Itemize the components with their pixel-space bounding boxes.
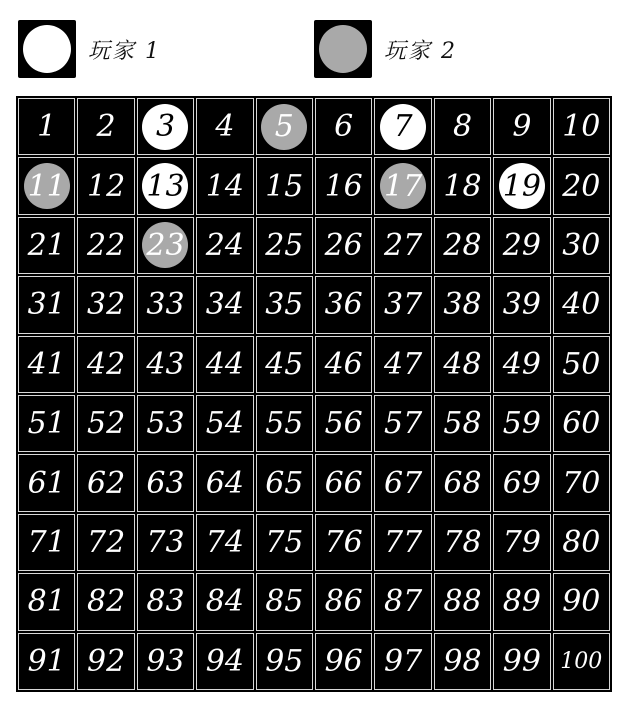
cell-number: 32	[87, 287, 126, 323]
cell-number: 18	[443, 168, 482, 204]
board-cell[interactable]	[18, 633, 75, 690]
cell-number: 62	[87, 465, 126, 501]
cell-number: 43	[146, 346, 185, 382]
board-cell[interactable]	[77, 454, 134, 511]
board-cell[interactable]	[374, 276, 431, 333]
board-cell[interactable]	[137, 98, 194, 155]
board-cell[interactable]	[137, 514, 194, 571]
cell-number: 42	[87, 346, 126, 382]
cell-number: 50	[562, 346, 601, 382]
legend-player-2	[314, 18, 457, 80]
board-cell[interactable]	[493, 633, 550, 690]
board-cell[interactable]	[434, 276, 491, 333]
board-cell[interactable]	[196, 514, 253, 571]
board-cell[interactable]	[374, 633, 431, 690]
board-cell[interactable]	[18, 98, 75, 155]
cell-number: 75	[265, 524, 304, 560]
board-cell[interactable]	[434, 454, 491, 511]
board-cell[interactable]	[77, 217, 134, 274]
board-cell[interactable]	[374, 157, 431, 214]
cell-number: 37	[384, 287, 423, 323]
cell-number: 20	[562, 168, 601, 204]
cell-number: 92	[87, 643, 126, 679]
board-cell[interactable]	[434, 217, 491, 274]
board-cell[interactable]	[256, 514, 313, 571]
player-1-label: 玩家 1	[88, 38, 161, 64]
cell-number: 26	[324, 227, 363, 263]
player-2-token-box	[314, 20, 372, 78]
board-cell[interactable]	[18, 395, 75, 452]
cell-number: 85	[265, 584, 304, 620]
cell-number: 73	[146, 524, 185, 560]
cell-number: 40	[562, 287, 601, 323]
cell-number: 52	[87, 406, 126, 442]
cell-number: 56	[324, 406, 363, 442]
cell-number: 87	[384, 584, 423, 620]
hundred-board	[16, 96, 612, 692]
board-cell[interactable]	[196, 454, 253, 511]
board-cell[interactable]	[374, 217, 431, 274]
board-cell[interactable]	[196, 633, 253, 690]
cell-number: 69	[502, 465, 541, 501]
board-cell[interactable]	[18, 514, 75, 571]
board-cell[interactable]	[553, 395, 610, 452]
legend-player-1	[18, 18, 161, 80]
cell-number: 90	[562, 584, 601, 620]
board-cell[interactable]	[137, 336, 194, 393]
board-cell[interactable]	[256, 633, 313, 690]
cell-number: 54	[205, 406, 244, 442]
cell-number: 24	[205, 227, 244, 263]
board-cell[interactable]	[374, 395, 431, 452]
board-cell[interactable]	[18, 157, 75, 214]
cell-number: 12	[87, 168, 126, 204]
board-cell[interactable]	[137, 157, 194, 214]
board-cell[interactable]	[553, 514, 610, 571]
board-cell[interactable]	[553, 157, 610, 214]
board-cell[interactable]	[553, 276, 610, 333]
board-cell[interactable]	[137, 276, 194, 333]
board-cell[interactable]	[77, 98, 134, 155]
cell-number: 16	[324, 168, 363, 204]
cell-number: 53	[146, 406, 185, 442]
cell-number: 27	[384, 227, 423, 263]
board-cell[interactable]	[434, 336, 491, 393]
board-cell[interactable]	[196, 336, 253, 393]
board-cell[interactable]	[196, 276, 253, 333]
cell-number: 31	[27, 287, 66, 323]
cell-number: 57	[384, 406, 423, 442]
cell-number: 49	[502, 346, 541, 382]
board-cell[interactable]	[77, 633, 134, 690]
board-cell[interactable]	[493, 514, 550, 571]
board-cell[interactable]	[256, 454, 313, 511]
cell-number: 58	[443, 406, 482, 442]
cell-number: 6	[334, 109, 354, 145]
board-cell[interactable]	[493, 395, 550, 452]
board-cell[interactable]	[553, 633, 610, 690]
board-cell[interactable]	[315, 454, 372, 511]
cell-number: 44	[205, 346, 244, 382]
white-circle-icon	[23, 25, 71, 73]
cell-number: 72	[87, 524, 126, 560]
cell-number: 95	[265, 643, 304, 679]
board-cell[interactable]	[18, 573, 75, 630]
board-cell[interactable]	[434, 573, 491, 630]
board-cell[interactable]	[315, 157, 372, 214]
board-cell[interactable]	[137, 633, 194, 690]
cell-number: 10	[562, 109, 601, 145]
board-cell[interactable]	[553, 98, 610, 155]
board-cell[interactable]	[256, 276, 313, 333]
player-2-label: 玩家 2	[384, 38, 457, 64]
cell-number: 9	[512, 109, 532, 145]
cell-number: 45	[265, 346, 304, 382]
cell-number: 25	[265, 227, 304, 263]
board-cell[interactable]	[434, 633, 491, 690]
board-cell[interactable]	[374, 514, 431, 571]
cell-number: 48	[443, 346, 482, 382]
cell-number: 76	[324, 524, 363, 560]
board-cell[interactable]	[315, 217, 372, 274]
cell-number: 100	[560, 648, 603, 674]
cell-number: 55	[265, 406, 304, 442]
cell-number: 51	[27, 406, 66, 442]
cell-number: 5	[274, 109, 294, 145]
board-cell[interactable]	[374, 336, 431, 393]
board-cell[interactable]	[493, 217, 550, 274]
cell-number: 3	[155, 109, 176, 145]
cell-number: 74	[205, 524, 244, 560]
cell-number: 35	[265, 287, 304, 323]
board-cell[interactable]	[553, 454, 610, 511]
board-cell[interactable]	[77, 157, 134, 214]
board-cell[interactable]	[493, 98, 550, 155]
board-cell[interactable]	[77, 276, 134, 333]
board-cell[interactable]	[137, 395, 194, 452]
cell-number: 47	[384, 346, 423, 382]
cell-number: 86	[324, 584, 363, 620]
board-cell[interactable]	[315, 395, 372, 452]
board-cell[interactable]	[18, 217, 75, 274]
cell-number: 67	[384, 465, 423, 501]
board-cell[interactable]	[77, 573, 134, 630]
board-cell[interactable]	[137, 454, 194, 511]
board-cell[interactable]	[137, 217, 194, 274]
board-cell[interactable]	[196, 98, 253, 155]
cell-number: 22	[87, 227, 126, 263]
board-cell[interactable]	[315, 514, 372, 571]
board-cell[interactable]	[256, 217, 313, 274]
board-cell[interactable]	[434, 514, 491, 571]
cell-number: 13	[146, 168, 185, 204]
cell-number: 21	[27, 227, 66, 263]
cell-number: 88	[443, 584, 482, 620]
cell-number: 63	[146, 465, 185, 501]
cell-number: 84	[205, 584, 244, 620]
cell-number: 77	[384, 524, 423, 560]
cell-number: 78	[443, 524, 482, 560]
board-cell[interactable]	[374, 573, 431, 630]
board-cell[interactable]	[374, 454, 431, 511]
cell-number: 89	[502, 584, 541, 620]
cell-number: 17	[384, 168, 423, 204]
cell-number: 11	[27, 168, 66, 204]
cell-number: 33	[146, 287, 185, 323]
board-cell[interactable]	[256, 336, 313, 393]
board-cell[interactable]	[315, 276, 372, 333]
cell-number: 7	[393, 109, 413, 145]
cell-number: 34	[205, 287, 244, 323]
board-cell[interactable]	[315, 573, 372, 630]
cell-number: 8	[452, 109, 473, 145]
board-cell[interactable]	[315, 98, 372, 155]
board-cell[interactable]	[374, 98, 431, 155]
cell-number: 61	[27, 465, 66, 501]
board-cell[interactable]	[196, 157, 253, 214]
cell-number: 99	[502, 643, 541, 679]
cell-number: 91	[27, 643, 66, 679]
cell-number: 68	[443, 465, 482, 501]
cell-number: 46	[324, 346, 363, 382]
board-cell[interactable]	[493, 573, 550, 630]
cell-number: 83	[146, 584, 185, 620]
cell-number: 14	[205, 168, 244, 204]
board-cell[interactable]	[493, 276, 550, 333]
cell-number: 23	[146, 227, 185, 263]
cell-number: 71	[27, 524, 66, 560]
board-cell[interactable]	[77, 336, 134, 393]
board-cell[interactable]	[18, 336, 75, 393]
cell-number: 38	[443, 287, 482, 323]
cell-number: 2	[96, 109, 116, 145]
board-cell[interactable]	[256, 157, 313, 214]
cell-number: 70	[562, 465, 601, 501]
cell-number: 64	[205, 465, 244, 501]
board-cell[interactable]	[196, 395, 253, 452]
board-cell[interactable]	[493, 157, 550, 214]
cell-number: 28	[443, 227, 482, 263]
board-cell[interactable]	[77, 395, 134, 452]
board-cell[interactable]	[256, 395, 313, 452]
cell-number: 80	[562, 524, 601, 560]
cell-number: 82	[87, 584, 126, 620]
cell-number: 4	[215, 109, 235, 145]
cell-number: 81	[27, 584, 66, 620]
cell-number: 93	[146, 643, 185, 679]
cell-number: 97	[384, 643, 423, 679]
cell-number: 98	[443, 643, 482, 679]
cell-number: 19	[502, 168, 541, 204]
board-cell[interactable]	[196, 217, 253, 274]
board-cell[interactable]	[434, 157, 491, 214]
board-cell[interactable]	[434, 98, 491, 155]
board-cell[interactable]	[493, 454, 550, 511]
cell-number: 59	[502, 406, 541, 442]
cell-number: 96	[324, 643, 363, 679]
board-cell[interactable]	[315, 633, 372, 690]
board-cell[interactable]	[18, 454, 75, 511]
cell-number: 94	[205, 643, 244, 679]
cell-number: 36	[324, 287, 363, 323]
board-cell[interactable]	[315, 336, 372, 393]
board-cell[interactable]	[553, 217, 610, 274]
board-cell[interactable]	[553, 573, 610, 630]
cell-number: 60	[562, 406, 601, 442]
board-cell[interactable]	[434, 395, 491, 452]
board-cell[interactable]	[77, 514, 134, 571]
cell-number: 41	[27, 346, 66, 382]
gray-circle-icon	[319, 25, 367, 73]
player-1-token-box	[18, 20, 76, 78]
board-cell[interactable]	[553, 336, 610, 393]
cell-number: 15	[265, 168, 304, 204]
cell-number: 1	[37, 109, 57, 145]
board-cell[interactable]	[196, 573, 253, 630]
cell-number: 66	[324, 465, 363, 501]
board-cell[interactable]	[137, 573, 194, 630]
cell-number: 39	[502, 287, 541, 323]
board-cell[interactable]	[256, 98, 313, 155]
cell-number: 30	[562, 227, 601, 263]
board-cell[interactable]	[493, 336, 550, 393]
cell-number: 65	[265, 465, 304, 501]
board-cell[interactable]	[256, 573, 313, 630]
cell-number: 29	[502, 227, 541, 263]
board-cell[interactable]	[18, 276, 75, 333]
cell-number: 79	[502, 524, 541, 560]
